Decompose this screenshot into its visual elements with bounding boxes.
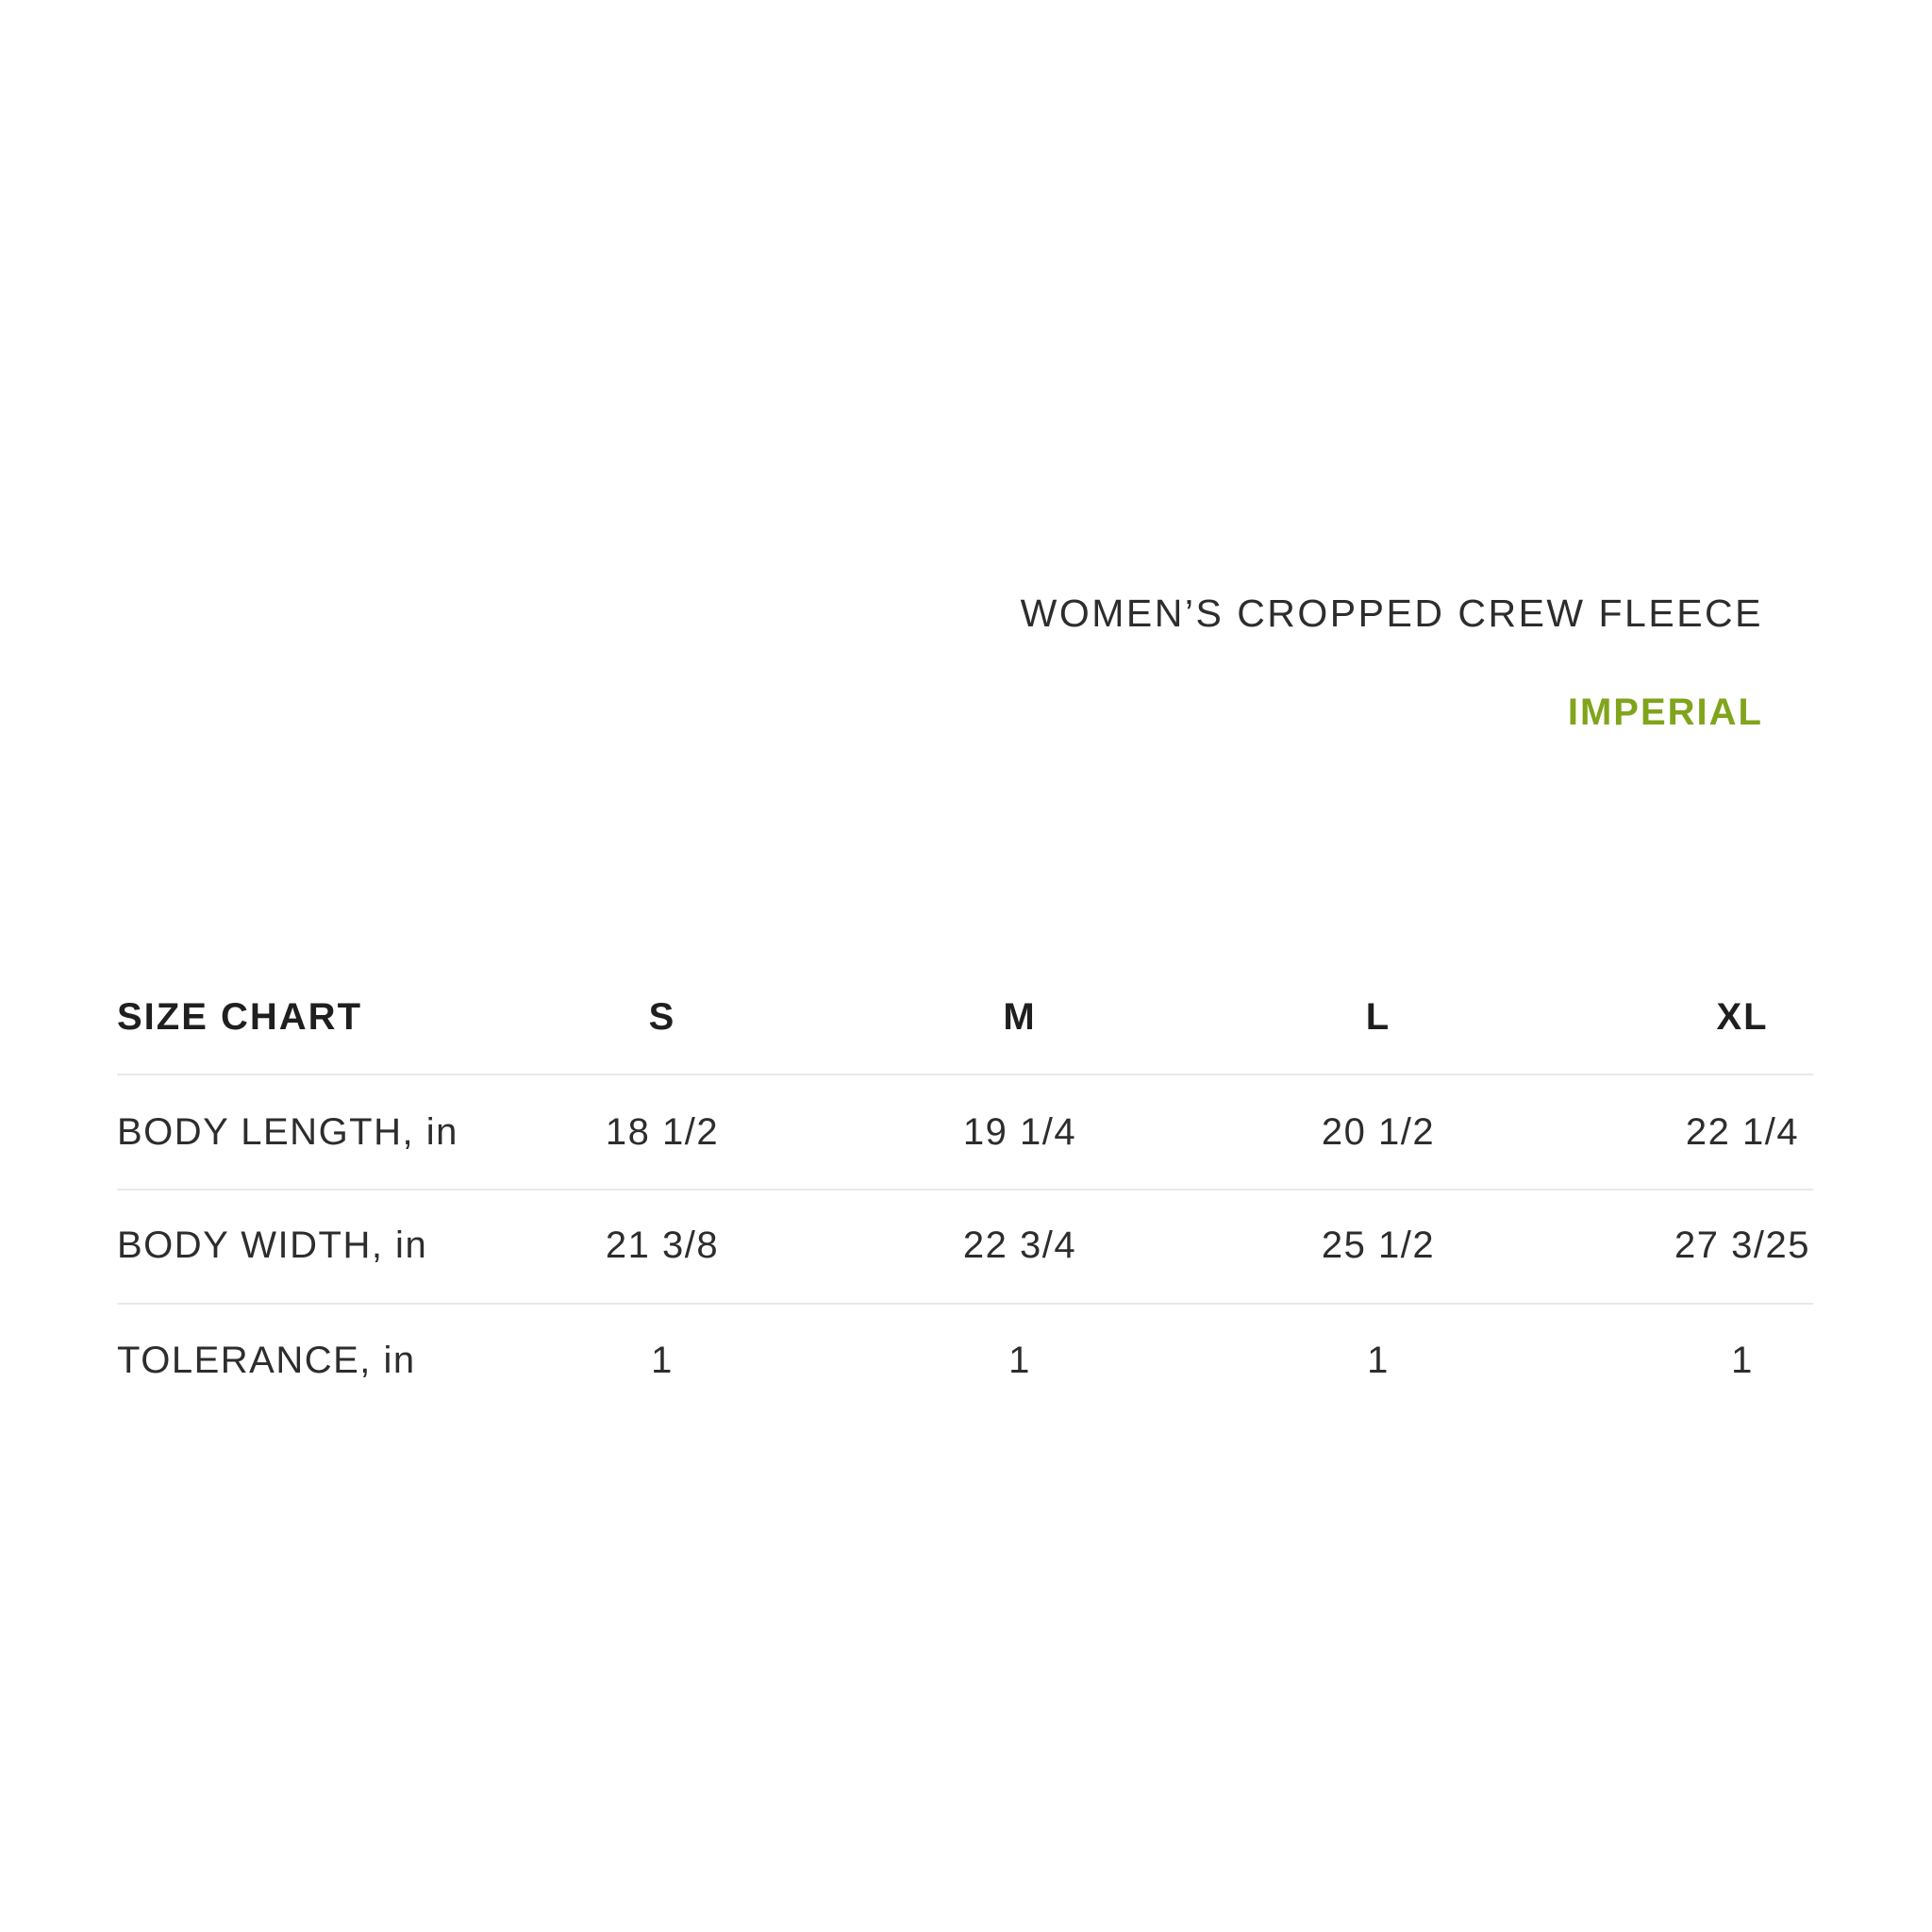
table-cell: 27 3/25 — [1674, 1224, 1810, 1266]
column-header-l: L — [1365, 996, 1391, 1038]
divider-line — [117, 1189, 1813, 1191]
table-row-tolerance — [117, 1340, 1924, 1381]
table-cell: 1 — [1008, 1340, 1031, 1381]
table-cell: 25 1/2 — [1321, 1224, 1436, 1266]
size-chart-title: SIZE CHART — [117, 996, 362, 1038]
table-cell: 20 1/2 — [1321, 1111, 1436, 1153]
table-cell: 21 3/8 — [605, 1224, 720, 1266]
header-block — [1020, 591, 1763, 733]
imperial-unit-toggle[interactable]: IMPERIAL — [1567, 691, 1763, 733]
divider-line — [117, 1303, 1813, 1305]
table-cell: 22 3/4 — [962, 1224, 1077, 1266]
table-cell: 18 1/2 — [605, 1111, 720, 1153]
column-header-m: M — [1003, 996, 1037, 1038]
table-cell: 1 — [1367, 1340, 1390, 1381]
column-header-xl: XL — [1716, 996, 1769, 1038]
product-title: WOMEN’S CROPPED CREW FLEECE — [1020, 591, 1763, 635]
table-row-body-length — [117, 1111, 1924, 1153]
column-header-s: S — [648, 996, 676, 1038]
row-label: TOLERANCE, in — [117, 1340, 416, 1381]
divider-line — [117, 1074, 1813, 1075]
row-label: BODY WIDTH, in — [117, 1224, 428, 1266]
table-row-body-width — [117, 1224, 1924, 1266]
table-cell: 1 — [651, 1340, 674, 1381]
table-header-row — [117, 996, 1924, 1038]
table-cell: 22 1/4 — [1685, 1111, 1800, 1153]
row-label: BODY LENGTH, in — [117, 1111, 458, 1153]
table-cell: 19 1/4 — [962, 1111, 1077, 1153]
table-cell: 1 — [1731, 1340, 1754, 1381]
